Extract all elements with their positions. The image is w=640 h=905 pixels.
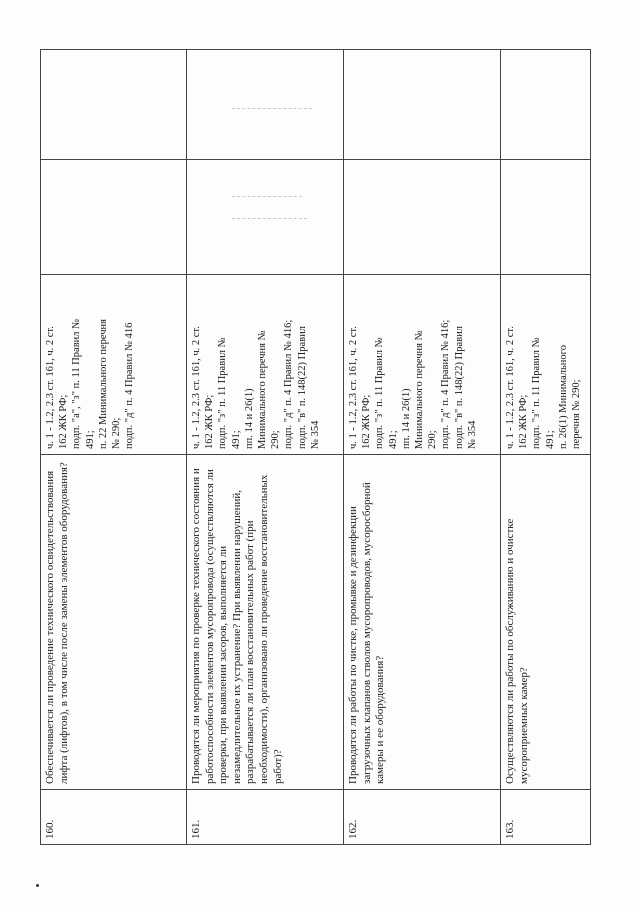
reference-line: 162 ЖК РФ; bbox=[58, 394, 70, 449]
answer-cell bbox=[501, 160, 591, 275]
rotated-table-container bbox=[40, 50, 590, 845]
scan-artifact-line bbox=[232, 108, 312, 109]
reference-line: 162 ЖК РФ; bbox=[518, 394, 530, 449]
reference-line: 162 ЖК РФ; bbox=[361, 394, 373, 449]
note-cell bbox=[41, 50, 187, 160]
reference-line: подп. "з" п. 11 Правил № bbox=[217, 337, 229, 449]
reference-line: подп. "в" п. 148(22) Правил bbox=[453, 326, 465, 449]
question-text: Осуществляются ли работы по обслуживанию и очистке мусороприемных камер? bbox=[501, 455, 591, 790]
table-row bbox=[501, 50, 591, 845]
reference-line: ч. 1 - 1.2, 2.3 ст. 161, ч. 2 ст. bbox=[45, 326, 56, 449]
answer-cell bbox=[344, 160, 501, 275]
row-number: 163. bbox=[501, 790, 591, 845]
reference-line: п. 26(1) Минимального bbox=[557, 345, 569, 449]
reference-line: 491; bbox=[230, 430, 242, 449]
reference-line: № 354 bbox=[309, 420, 321, 449]
question-text: Проводятся ли мероприятия по проверке технического состояния и работоспособности элементов мусоропровода (осуществляются ли проверки, при выявлении засоров, выполняется ли незамедлительное их устранение? При выявлении нарушений, разрабатывается ли план восстановительных работ (при необходимости), организовано ли проведение восстановительных работ)? bbox=[187, 455, 344, 790]
table-row bbox=[41, 50, 187, 845]
reference-line: 162 ЖК РФ; bbox=[204, 394, 216, 449]
reference-line: подп. "д" п. 4 Правил № 416; bbox=[440, 319, 452, 449]
legal-references bbox=[344, 275, 501, 455]
reference-line: № 290; bbox=[111, 417, 123, 449]
legal-references bbox=[41, 275, 187, 455]
row-number: 161. bbox=[187, 790, 344, 845]
reference-line: 290; bbox=[427, 430, 439, 449]
legal-references bbox=[501, 275, 591, 455]
reference-line: подп. "д" п. 4 Правил № 416; bbox=[283, 319, 295, 449]
reference-line: подп. "в" п. 148(22) Правил bbox=[296, 326, 308, 449]
question-text: Обеспечивается ли проведение технического освидетельствования лифта (лифтов), в том числе после замены элементов оборудования? bbox=[41, 455, 187, 790]
reference-line: 491; bbox=[387, 430, 399, 449]
answer-cell bbox=[187, 160, 344, 275]
note-cell bbox=[501, 50, 591, 160]
row-number: 160. bbox=[41, 790, 187, 845]
table-row bbox=[344, 50, 501, 845]
reference-line: 290; bbox=[270, 430, 282, 449]
question-text: Проводятся ли работы по чистке, промывке и дезинфекции загрузочных клапанов стволов мусоропроводов, мусоросборной камеры и ее оборудования? bbox=[344, 455, 501, 790]
reference-line: ч. 1 - 1.2, 2.3 ст. 161, ч. 2 ст. bbox=[505, 326, 516, 449]
scan-speck bbox=[36, 884, 39, 887]
reference-line: № 354 bbox=[466, 420, 478, 449]
reference-line: 491; bbox=[84, 430, 96, 449]
reference-line: подп. "з" п. 11 Правил № bbox=[531, 337, 543, 449]
note-cell bbox=[344, 50, 501, 160]
reference-line: подп. "д" п. 4 Правил № 416 bbox=[124, 322, 136, 449]
checklist-table bbox=[40, 49, 591, 845]
scan-artifact-line bbox=[232, 218, 307, 219]
reference-line: перечня № 290; bbox=[571, 379, 583, 449]
reference-line: пп. 14 и 26(1) bbox=[243, 388, 255, 449]
reference-line: подп. "з" п. 11 Правил № bbox=[374, 337, 386, 449]
legal-references bbox=[187, 275, 344, 455]
table-row bbox=[187, 50, 344, 845]
reference-line: 491; bbox=[544, 430, 556, 449]
answer-cell bbox=[41, 160, 187, 275]
scan-artifact-line bbox=[232, 196, 302, 197]
reference-line: Минимального перечня № bbox=[414, 330, 426, 449]
reference-line: подп. "а", "з" п. 11 Правил № bbox=[71, 318, 83, 449]
row-number: 162. bbox=[344, 790, 501, 845]
reference-line: п. 22 Минимального перечня bbox=[97, 319, 109, 449]
reference-line: пп. 14 и 26(1) bbox=[400, 388, 412, 449]
reference-line: Минимального перечня № bbox=[257, 330, 269, 449]
reference-line: ч. 1 - 1.2, 2.3 ст. 161, ч. 2 ст. bbox=[191, 326, 202, 449]
note-cell bbox=[187, 50, 344, 160]
reference-line: ч. 1 - 1.2, 2.3 ст. 161, ч. 2 ст. bbox=[348, 326, 359, 449]
